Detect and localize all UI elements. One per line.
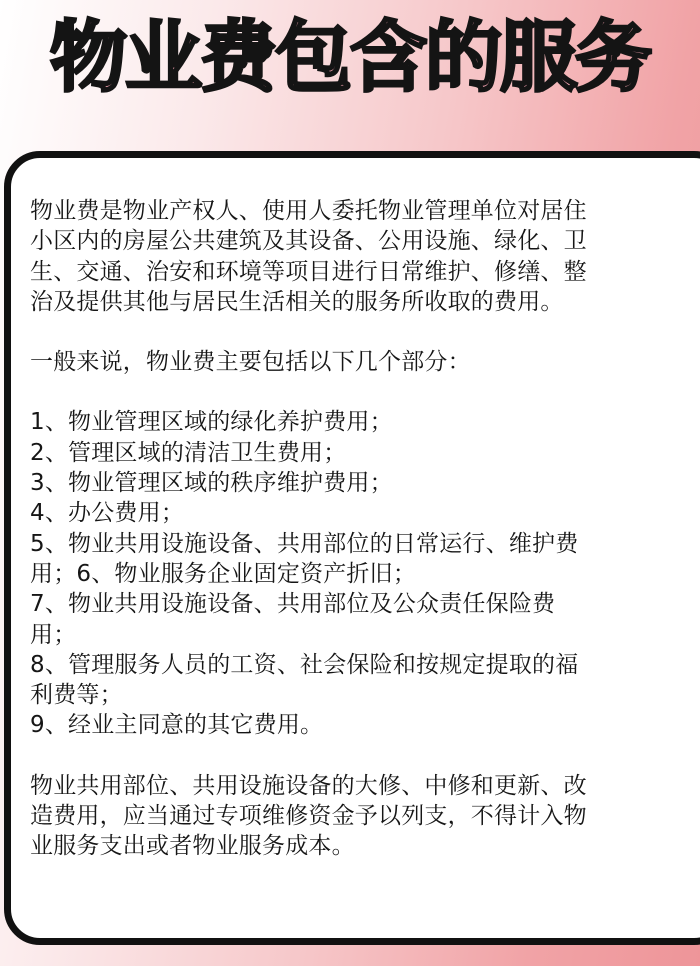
list-item: 2、管理区域的清洁卫生费用； (30, 439, 347, 466)
intro-line: 生、交通、治安和环境等项目进行日常维护、修缮、整 (30, 258, 587, 285)
closing-line: 业服务支出或者物业服务成本。 (30, 833, 355, 860)
list-item: 1、物业管理区域的绿化养护费用； (30, 409, 393, 436)
closing-line: 造费用，应当通过专项维修资金予以列支，不得计入物 (30, 803, 587, 830)
list-item: 3、物业管理区域的秩序维护费用； (30, 470, 393, 497)
intro-line: 小区内的房屋公共建筑及其设备、公用设施、绿化、卫 (30, 228, 587, 255)
closing-paragraph (30, 771, 680, 862)
intro-line: 治及提供其他与居民生活相关的服务所收取的费用。 (30, 288, 564, 315)
closing-line: 物业共用部位、共用设施设备的大修、中修和更新、改 (30, 772, 587, 799)
list-item: 用； (30, 621, 77, 648)
fee-list (30, 407, 680, 740)
page-title: 物业费包含的服务 (50, 14, 650, 103)
list-item: 利费等； (30, 682, 123, 709)
list-item: 5、物业共用设施设备、共用部位的日常运行、维护费 (30, 530, 579, 557)
article-body (30, 196, 680, 862)
list-item: 7、物业共用设施设备、共用部位及公众责任保险费 (30, 591, 556, 618)
intro-paragraph (30, 196, 680, 317)
list-item: 8、管理服务人员的工资、社会保险和按规定提取的福 (30, 651, 579, 678)
list-item: 用；6、物业服务企业固定资产折旧； (30, 560, 417, 587)
intro-line: 物业费是物业产权人、使用人委托物业管理单位对居住 (30, 198, 587, 224)
list-item: 4、办公费用； (30, 500, 185, 527)
summary-line: 一般来说，物业费主要包括以下几个部分： (30, 349, 471, 376)
list-item: 9、经业主同意的其它费用。 (30, 712, 324, 739)
